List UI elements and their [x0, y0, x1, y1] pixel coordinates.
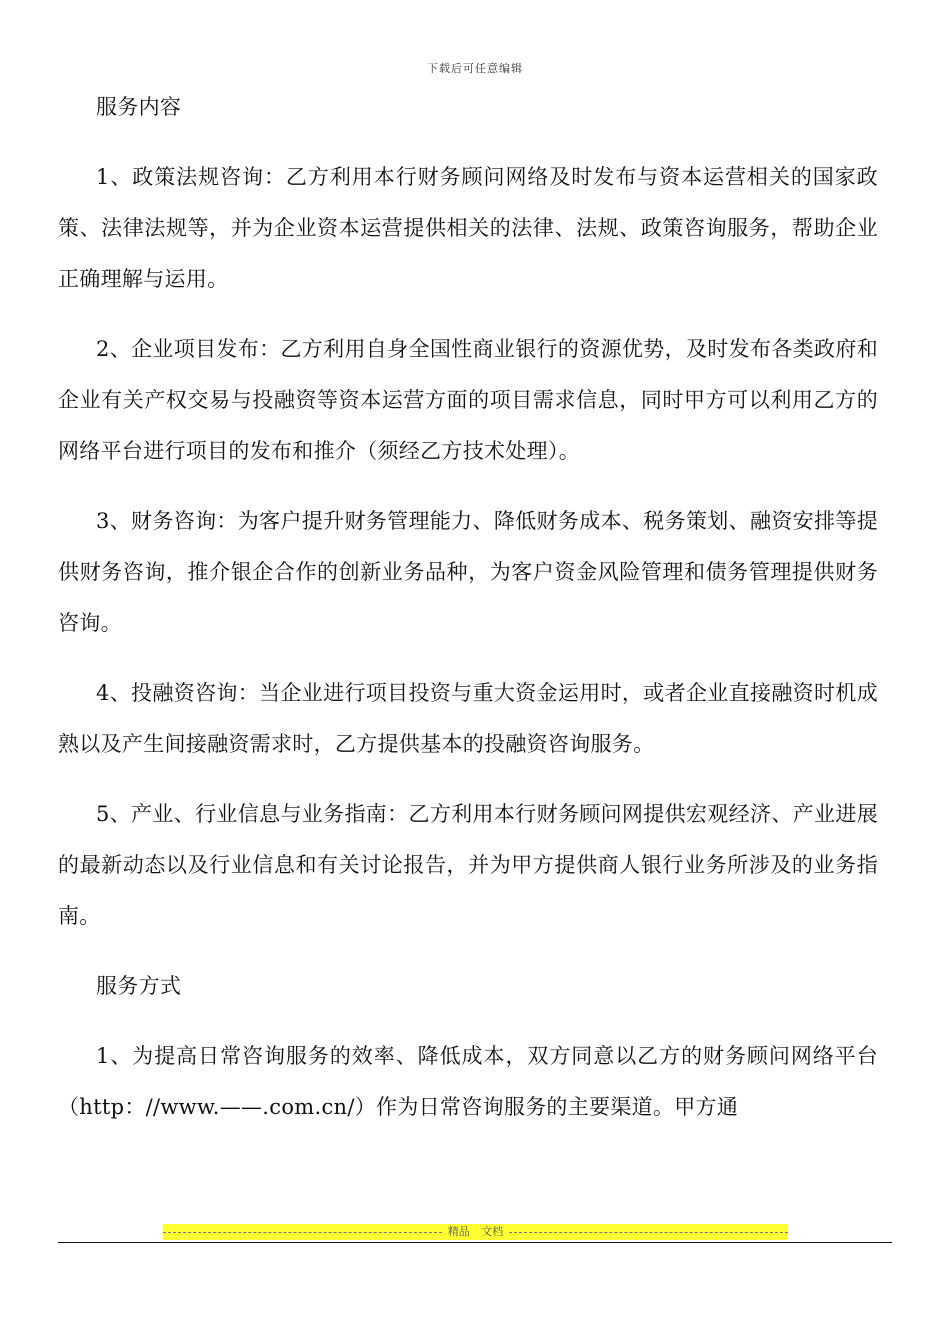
paragraph-network-platform: 1、为提高日常咨询服务的效率、降低成本，双方同意以乙方的财务顾问网络平台（http：//www.——.com.cn/）作为日常咨询服务的主要渠道。甲方通: [58, 1044, 878, 1119]
page-header: 下载后可任意编辑: [427, 62, 523, 75]
paragraph-financial-consulting: 3、财务咨询：为客户提升财务管理能力、降低财务成本、税务策划、融资安排等提供财务咨询，推介银企合作的创新业务品种，为客户资金风险管理和债务管理提供财务咨询。: [58, 509, 878, 635]
section-title-service-method: 服务方式: [96, 974, 182, 998]
paragraph-industry-info: 5、产业、行业信息与业务指南：乙方利用本行财务顾问网提供宏观经济、产业进展的最新动态以及行业信息和有关讨论报告，并为甲方提供商人银行业务所涉及的业务指南。: [58, 802, 878, 928]
footer-divider: [58, 1242, 892, 1243]
document-body: [58, 82, 878, 1152]
paragraph-project-release: 2、企业项目发布：乙方利用自身全国性商业银行的资源优势，及时发布各类政府和企业有关产权交易与投融资等资本运营方面的项目需求信息，同时甲方可以利用乙方的网络平台进行项目的发布和推介（须经乙方技术处理）。: [58, 337, 878, 463]
footer-label: 精品 文档: [447, 1225, 504, 1238]
paragraph-policy-consulting: 1、政策法规咨询：乙方利用本行财务顾问网络及时发布与资本运营相关的国家政策、法律法规等，并为企业资本运营提供相关的法律、法规、政策咨询服务，帮助企业正确理解与运用。: [58, 165, 878, 291]
footer-watermark-band: [163, 1224, 788, 1240]
paragraph-investment-consulting: 4、投融资咨询：当企业进行项目投资与重大资金运用时，或者企业直接融资时机成熟以及产生间接融资需求时，乙方提供基本的投融资咨询服务。: [58, 681, 878, 756]
footer-dash-right: [509, 1232, 788, 1233]
section-title-service-content: 服务内容: [96, 95, 182, 119]
footer-dash-left: [163, 1232, 442, 1233]
